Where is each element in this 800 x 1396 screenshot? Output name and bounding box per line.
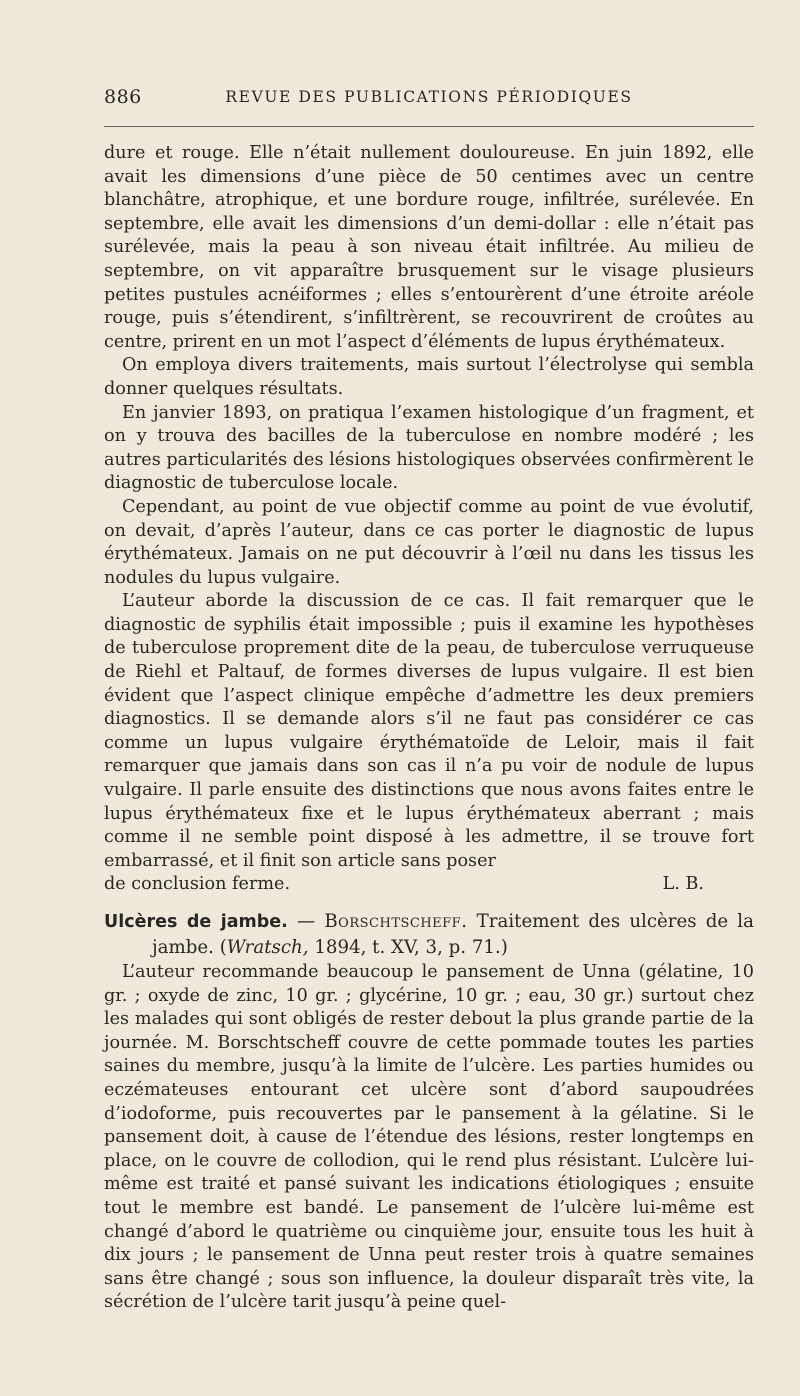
signature: L. B. [662,874,704,895]
paragraph: L’auteur aborde la discussion de ce cas. Il fait remarquer que le diagnostic de syphilis était impossible ; puis il examine les hypothèses de tuberculose proprement dite de la peau, de tuberculose verruqueuse de Riehl et Paltauf, de formes diverses de lupus vulgaire. Il est bien évident que l’aspect clinique empêche d’admettre les deux premiers diagnostics. Il se demande alors s’il ne faut pas considérer ce cas comme un lupus vulgaire érythématoïde de Leloir, mais il fait remarquer que jamais dans son cas il n’a pu voir de nodule de lupus vulgaire. Il parle ensuite des distinctions que nous avons faites entre le lupus érythémateux fixe et le lupus érythémateux aberrant ; mais comme il ne semble point disposé à les admettre, il se trouve fort embarrassé, et il finit son article sans poser [104,591,754,871]
citation: 1894, t. XV, 3, p. 71.) [308,937,508,958]
page-number: 886 [104,86,142,108]
header-rule [104,126,754,127]
journal-name: Wratsch, [226,937,309,958]
section-title: Ulcères de jambe. [104,912,288,932]
closing-text: de conclusion ferme. [104,874,291,895]
paragraph: En janvier 1893, on pratiqua l’examen histologique d’un fragment, et on y trouva des bacilles de la tuberculose en nombre modéré ; les autres particularités des lésions histologiques observées confirmèrent le diagnostic de tuberculose locale. [104,402,754,494]
running-title: REVUE DES PUBLICATIONS PÉRIODIQUES [225,88,633,106]
section-heading [104,909,754,961]
article-title: Traitement des ulcères de la jambe. ( [152,911,754,958]
paragraph-continuation: dure et rouge. Elle n’était nullement douloureuse. En juin 1892, elle avait les dimensions d’une pièce de 50 centimes avec un centre blanchâtre, atrophique, et une bordure rouge, infiltrée, surélevée. En septembre, elle avait les dimensions d’un demi-dollar : elle n’était pas surélevée, mais la peau à son niveau était infiltrée. Au milieu de septembre, on vit apparaître brusquement sur le visage plusieurs petites pustules acnéiformes ; elles s’entourèrent d’une étroite aréole rouge, puis s’étendirent, s’infiltrèrent, se recouvrirent de croûtes au centre, prirent en un mot l’aspect d’éléments de lupus érythémateux. [104,143,754,352]
signoff-line [104,873,754,897]
body-text [104,142,754,1315]
paragraph: L’auteur recommande beaucoup le pansement de Unna (gélatine, 10 gr. ; oxyde de zinc, 10 gr. ; glycérine, 10 gr. ; eau, 30 gr.) surtout chez les malades qui sont obligés de rester debout la plus grande partie de la journée. M. Borschtscheff couvre de cette pommade toutes les parties saines du membre, jusqu’à la limite de l’ulcère. Les parties humides ou eczémateuses entourant cet ulcère sont d’abord saupoudrées d’iodoforme, puis recouvertes par le pansement à la gélatine. Si le pansement doit, à cause de l’étendue des lésions, rester longtemps en place, on le couvre de collodion, qui le rend plus résistant. L’ulcère lui-même est traité et pansé suivant les indications étiologiques ; ensuite tout le membre est bandé. Le pansement de l’ulcère lui-même est changé d’abord le quatrième ou cinquième jour, ensuite tous les huit à dix jours ; le pansement de Unna peut rester trois à quatre semaines sans être changé ; sous son influence, la douleur disparaît très vite, la sécrétion de l’ulcère tarit jusqu’à peine quel- [104,962,754,1313]
author-name: Borschtscheff. [324,911,468,932]
paragraph: On employa divers traitements, mais surtout l’électrolyse qui sembla donner quelques résultats. [104,355,754,399]
heading-dash: — [287,911,325,932]
running-head [104,86,754,116]
paragraph: Cependant, au point de vue objectif comme au point de vue évolutif, on devait, d’après l’auteur, dans ce cas porter le diagnostic de lupus érythémateux. Jamais on ne put découvrir à l’œil nu dans les tissus les nodules du lupus vulgaire. [104,496,754,588]
